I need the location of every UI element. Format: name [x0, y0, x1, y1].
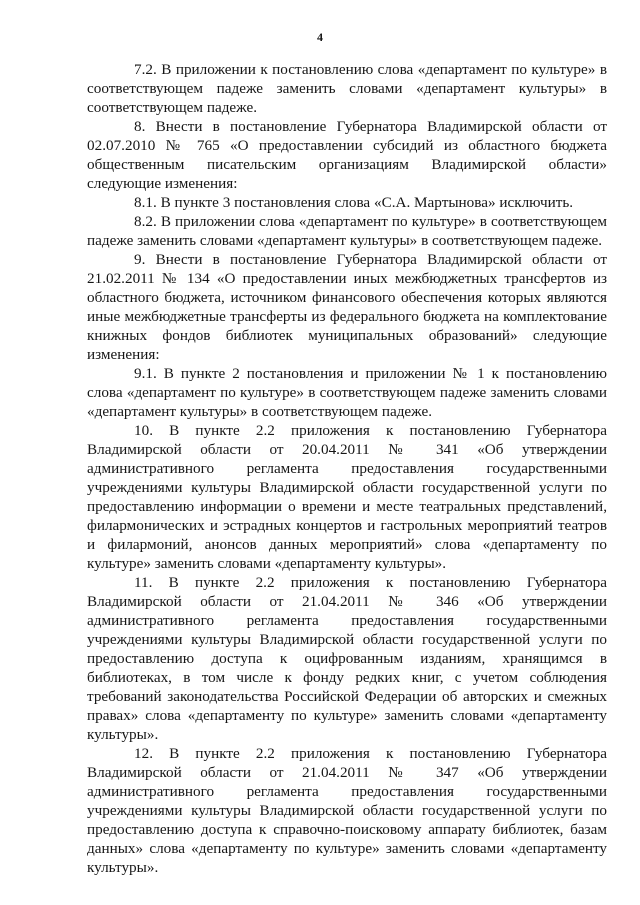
paragraph-8-1: 8.1. В пункте 3 постановления слова «С.А. Мартынова» исключить. — [134, 194, 574, 211]
paragraph-7-2: 7.2. В приложении к постановлению слова «департамент по культуре» в соответствующем падеже заменить словами «департамент культуры» в соответствующем падеже. — [87, 61, 607, 116]
paragraph-8-2: 8.2. В приложении слова «департамент по культуре» в соответствующем падеже заменить словами «департамент культуры» в соответствующем падеже. — [87, 213, 607, 249]
paragraph-8: 8. Внести в постановление Губернатора Владимирской области от 02.07.2010 № 765 «О предоставлении субсидий из областного бюджета общественным писательским организациям Владимирской области» следующие изменения: — [87, 118, 607, 192]
paragraph-9: 9. Внести в постановление Губернатора Владимирской области от 21.02.2011 № 134 «О предоставлении иных межбюджетных трансфертов из областного бюджета, источником финансового обеспечения которых являются иные межбюджетные трансферты из федерального бюджета на комплектование книжных фондов библиотек муниципальных образований» следующие изменения: — [87, 251, 607, 363]
paragraph-12: 12. В пункте 2.2 приложения к постановлению Губернатора Владимирской области от 21.04.2011 № 347 «Об утверждении административного регламента предоставления государственными учреждениями культуры Владимирской области государственной услуги по предоставлению доступа к справочно-поисковому аппарату библиотек, базам данных» слова «департаменту по культуре» заменить словами «департаменту культуры». — [87, 745, 607, 876]
paragraph-10: 10. В пункте 2.2 приложения к постановлению Губернатора Владимирской области от 20.04.2011 № 341 «Об утверждении административного регламента предоставления государственными учреждениями культуры Владимирской области государственной услуги по предоставлению информации о времени и месте театральных представлений, филармонических и эстрадных концертов и гастрольных мероприятий театров и филармоний, анонсов данных мероприятий» слова «департаменту по культуре» заменить словами «департаменту культуры». — [87, 422, 607, 572]
document-body — [87, 60, 607, 877]
paragraph-9-1: 9.1. В пункте 2 постановления и приложении № 1 к постановлению слова «департамент по культуре» в соответствующем падеже заменить словами «департамент культуры» в соответствующем падеже. — [87, 365, 607, 420]
paragraph-11: 11. В пункте 2.2 приложения к постановлению Губернатора Владимирской области от 21.04.2011 № 346 «Об утверждении административного регламента предоставления государственными учреждениями культуры Владимирской области государственной услуги по предоставлению доступа к оцифрованным изданиям, хранящимся в библиотеках, в том числе к фонду редких книг, с учетом соблюдения требований законодательства Российской Федерации об авторских и смежных правах» слова «департаменту по культуре» заменить словами «департаменту культуры». — [87, 574, 607, 743]
page-number: 4 — [317, 30, 323, 44]
